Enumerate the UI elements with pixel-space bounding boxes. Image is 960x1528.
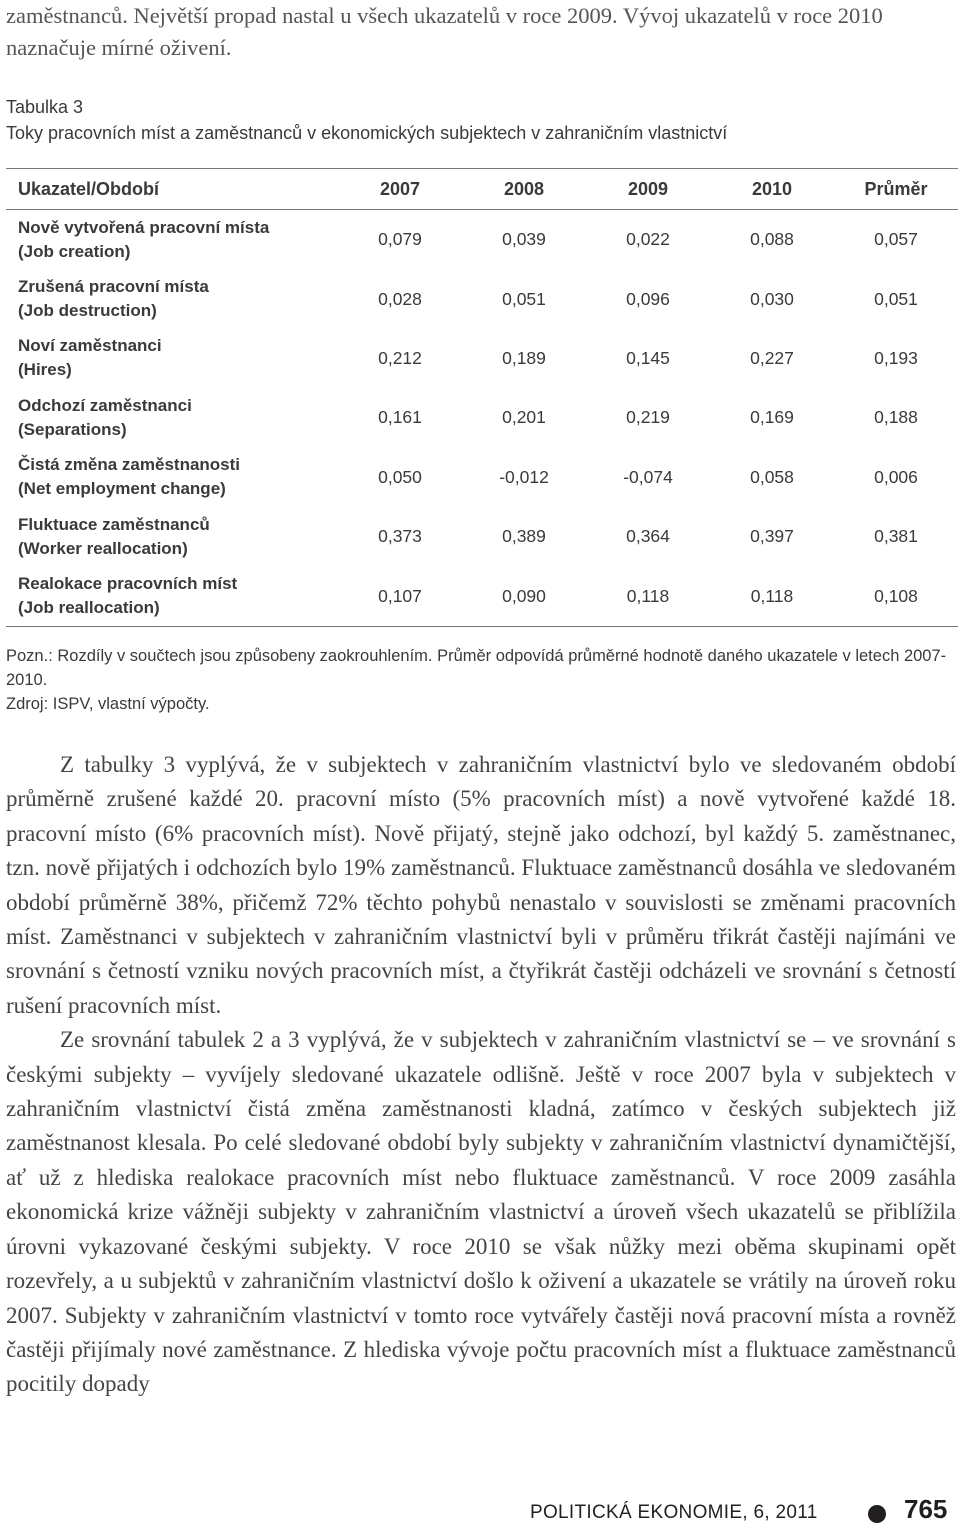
table-caption	[6, 94, 954, 146]
table-row	[6, 269, 958, 328]
cell-value: 0,193	[874, 347, 918, 368]
page-footer	[530, 1496, 960, 1528]
cell-value: -0,074	[623, 466, 673, 487]
row-label: Zrušená pracovní místa (Job destruction)	[18, 277, 209, 321]
cell-value: 0,050	[378, 466, 422, 487]
cell-value: 0,381	[874, 526, 918, 547]
cell-value: 0,118	[710, 566, 834, 626]
table-header-row	[6, 169, 958, 210]
cell-value: 0,096	[626, 288, 670, 309]
cell-value: 0,039	[502, 229, 546, 250]
header-2007: 2007	[338, 169, 462, 210]
page-number: 765	[904, 1494, 948, 1524]
row-label: Odchozí zaměstnanci (Separations)	[18, 395, 192, 439]
cell-value: 0,088	[750, 229, 794, 250]
cell-value: 0,161	[378, 407, 422, 428]
body-paragraph-2: Ze srovnání tabulek 2 a 3 vyplývá, že v subjektech v zahraničním vlastnictví se – ve srovnání s českými subjekty – vyvíjely sledované ukazatele odlišně. Ještě v roce 2007 byla v subjektech v zahraničním vlastnictví čistá změna zaměstnanosti kladná, zatímco v českých subjektech již zaměstnanost klesala. Po celé sledované období byly subjekty v zahraničním vlastnictví dynamičtější, ať už z hlediska realokace pracovních míst nebo fluktuace zaměstnanců. V roce 2009 zasáhla ekonomická krize vážněji subjekty v zahraničním vlastnictví a úroveň všech ukazatelů se přiblížila úrovni vykazované českými subjekty. V roce 2010 se však nůžky mezi oběma skupinami opět rozevřely, a u subjektů v zahraničním vlastnictví došlo k oživení a ukazatele se vrátily na úroveň roku 2007. Subjekty v zahraničním vlastnictví v tomto roce vytvářely častěji nová pracovní místa a rovněž častěji přijímaly nové zaměstnance. Z hlediska vývoje počtu pracovních míst a fluktuace zaměstnanců pocitily dopady	[6, 1027, 956, 1397]
cell-value: 0,389	[502, 526, 546, 547]
header-2010: 2010	[710, 169, 834, 210]
cell-value: 0,201	[502, 407, 546, 428]
cell-value: 0,058	[750, 466, 794, 487]
row-label: Fluktuace zaměstnanců (Worker reallocation)	[18, 514, 210, 558]
cell-value: 0,188	[874, 407, 918, 428]
header-2008: 2008	[462, 169, 586, 210]
cell-value: 0,057	[874, 229, 918, 250]
data-table	[6, 168, 958, 627]
header-average: Průměr	[834, 169, 958, 210]
cell-value: 0,397	[750, 526, 794, 547]
intro-paragraph: zaměstnanců. Největší propad nastal u všech ukazatelů v roce 2009. Vývoj ukazatelů v roce 2010 naznačuje mírné oživení.	[6, 3, 883, 60]
cell-value: 0,364	[626, 526, 670, 547]
table-note: Pozn.: Rozdíly v součtech jsou způsobeny zaokrouhlením. Průměr odpovídá průměrné hodnotě daného ukazatele v letech 2007-2010.	[6, 647, 947, 689]
cell-value: 0,189	[502, 347, 546, 368]
cell-value: 0,090	[462, 566, 586, 626]
row-label: Noví zaměstnanci (Hires)	[18, 336, 162, 380]
table-notes	[6, 644, 954, 716]
table-row	[6, 507, 958, 566]
table-row	[6, 210, 958, 270]
cell-value: 0,212	[378, 347, 422, 368]
cell-value: 0,108	[834, 566, 958, 626]
body-paragraph-1: Z tabulky 3 vyplývá, že v subjektech v zahraničním vlastnictví bylo ve sledovaném období průměrně zrušené každé 20. pracovní místo (5% pracovních míst) a nově vytvořené každé 18. pracovní místo (6% pracovních míst). Nově přijatý, stejně jako odchozí, byl každý 5. zaměstnanec, tzn. nově přijatých i odchozích bylo 19% zaměstnanců. Fluktuace zaměstnanců dosáhla ve sledovaném období průměrně 38%, přičemž 72% těchto pohybů nenastalo v souvislosti se změnami pracovních míst. Zaměstnanci v subjektech v zahraničním vlastnictví byli v průměru třikrát častěji najímáni ve srovnání s četností vzniku nových pracovních míst, a čtyřikrát častěji odcházeli ve srovnání s četností rušení pracovních míst.	[6, 752, 956, 1018]
table-row	[6, 448, 958, 507]
bullet-icon	[868, 1505, 886, 1523]
cell-value: 0,022	[626, 229, 670, 250]
header-indicator: Ukazatel/Období	[6, 169, 338, 210]
cell-value: 0,118	[586, 566, 710, 626]
cell-value: 0,219	[626, 407, 670, 428]
cell-value: 0,227	[750, 347, 794, 368]
cell-value: 0,051	[874, 288, 918, 309]
cell-value: 0,079	[378, 229, 422, 250]
cell-value: 0,030	[750, 288, 794, 309]
header-2009: 2009	[586, 169, 710, 210]
table-row	[6, 388, 958, 447]
intro-text	[6, 0, 954, 64]
row-label: Nově vytvořená pracovní místa (Job creation)	[18, 217, 270, 261]
body-text	[6, 748, 956, 1402]
table-row	[6, 329, 958, 388]
cell-value: 0,006	[874, 466, 918, 487]
cell-value: -0,012	[499, 466, 549, 487]
cell-value: 0,028	[378, 288, 422, 309]
cell-value: 0,051	[502, 288, 546, 309]
table-source: Zdroj: ISPV, vlastní výpočty.	[6, 695, 210, 713]
table-number: Tabulka 3	[6, 97, 84, 117]
cell-value: 0,373	[378, 526, 422, 547]
row-label: Čistá změna zaměstnanosti (Net employment change)	[18, 455, 241, 499]
cell-value: 0,107	[338, 566, 462, 626]
cell-value: 0,145	[626, 347, 670, 368]
journal-name: POLITICKÁ EKONOMIE, 6, 2011	[530, 1502, 818, 1523]
table-title: Toky pracovních míst a zaměstnanců v ekonomických subjektech v zahraničním vlastnictví	[6, 123, 728, 143]
cell-value: 0,169	[750, 407, 794, 428]
row-label: Realokace pracovních míst (Job reallocation)	[6, 566, 338, 626]
table-row	[6, 566, 958, 626]
